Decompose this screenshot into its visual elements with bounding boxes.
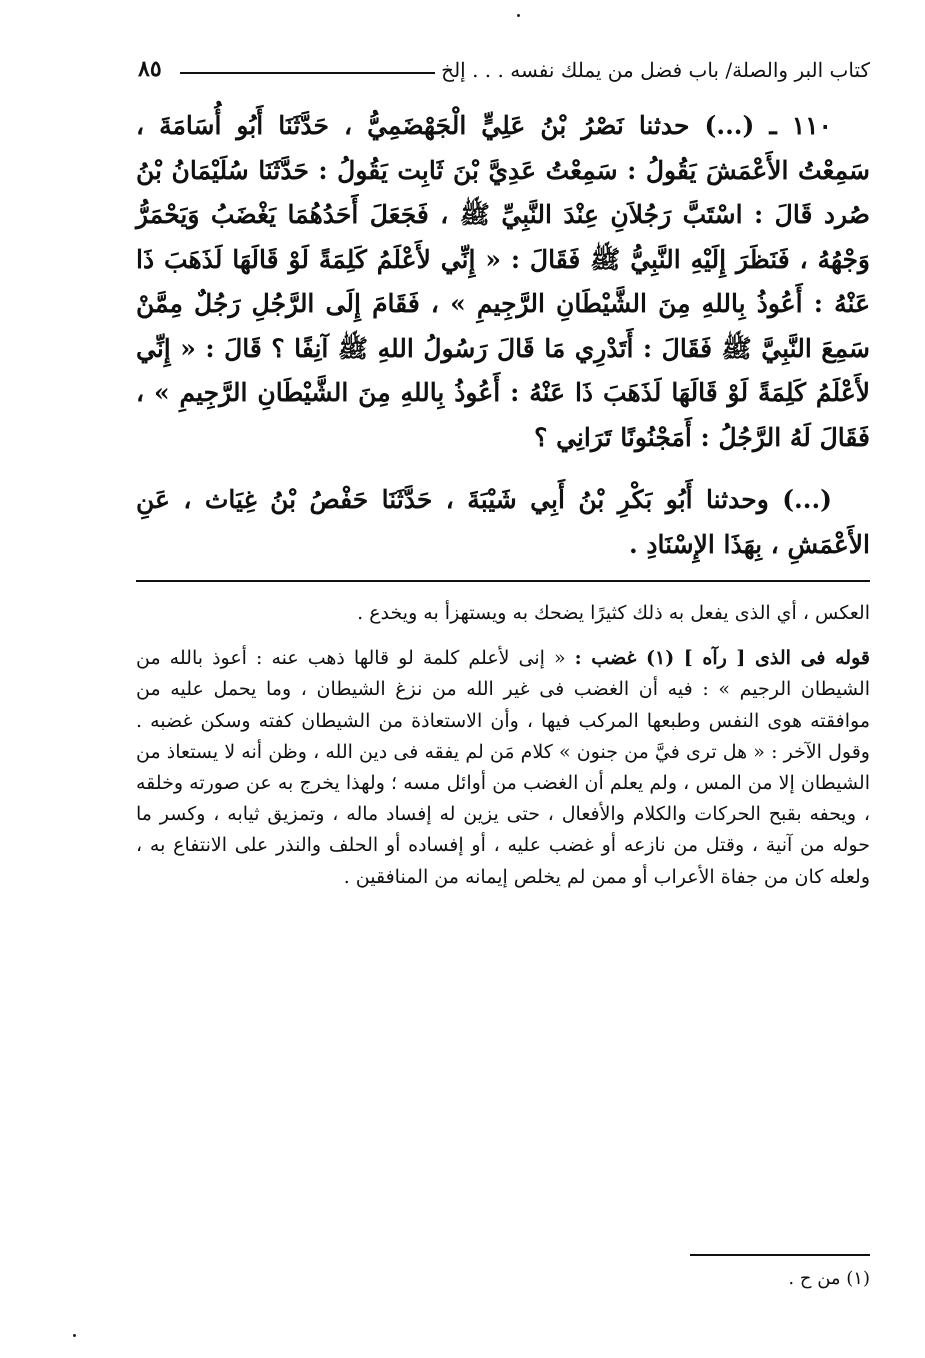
footnote: (١) من ح . xyxy=(788,1268,870,1289)
scan-speck xyxy=(73,1334,76,1337)
hadith-paragraph-chain: (...) وحدثنا أَبُو بَكْرِ بْنُ أَبِي شَيْبَةَ ، حَدَّثَنَا حَفْصُ بْنُ غِيَاث ، عَنِ الأَعْمَشِ ، بِهَذَا الإِسْنَادِ . xyxy=(136,485,870,559)
header-title: كتاب البر والصلة/ باب فضل من يملك نفسه . . . إلخ xyxy=(441,58,870,82)
commentary-paragraph xyxy=(136,643,870,893)
hadith-number: ١١٠ ـ xyxy=(769,111,832,140)
text-separator xyxy=(136,580,870,582)
scan-speck xyxy=(517,14,520,17)
commentary xyxy=(136,598,870,893)
page-number: ٨٥ xyxy=(138,56,162,82)
running-header xyxy=(138,54,870,88)
hadith-text xyxy=(136,104,870,567)
header-rule xyxy=(180,72,435,74)
footnote-rule xyxy=(690,1254,870,1256)
hadith-paragraph xyxy=(136,104,870,460)
commentary-line: العكس ، أي الذى يفعل به ذلك كثيرًا يضحك به ويستهزأ به ويخدع . xyxy=(357,602,870,624)
commentary-body: « إنى لأعلم كلمة لو قالها ذهب عنه : أعوذ بالله من الشيطان الرجيم » : فيه أن الغضب فى غير الله من نزغ الشيطان ، وما يحمل عليه من موافقته هوى النفس وطبعها المركب فيها ، وأن الاستعاذة من الشيطان كفته وسكن غضبه . وقول الآخر : « هل ترى فيَّ من جنون » كلام مَن لم يفقه فى دين الله ، وظن أنه لا يستعاذ من الشيطان إلا من المس ، ولم يعلم أن الغضب من أوائل مسه ؛ ولهذا يخرج به عن صورته وخلقه ، ويحفه بقبح الحركات والكلام والأفعال ، حتى يزين له إفساد ماله ، وتمزيق ثيابه ، وكسر ما حوله من آنية ، وقتل من نازعه أو غضب عليه ، أو إفساده أو الحلف والنذر على الانتفاع به ، ولعله كان من جفاة الأعراب أو ممن لم يخلص إيمانه من المنافقين . xyxy=(136,647,870,888)
commentary-lemma: قوله فى الذى [ رآه ] (١) غضب : xyxy=(574,647,870,670)
hadith-body: (...) حدثنا نَصْرُ بْنُ عَلِيٍّ الْجَهْضَمِيُّ ، حَدَّثَنَا أَبُو أُسَامَةَ ، سَمِعْتُ الأَعْمَشَ يَقُولُ : سَمِعْتُ عَدِيَّ بْنَ ثَابِت يَقُولُ : حَدَّثَنَا سُلَيْمَانُ بْنُ صُرد قَالَ : اسْتَبَّ رَجُلاَنِ عِنْدَ النَّبِيِّ ﷺ ، فَجَعَلَ أَحَدُهُمَا يَغْضَبُ وَيَحْمَرُّ وَجْهُهُ ، فَنَظَرَ إِلَيْهِ النَّبِيُّ ﷺ فَقَالَ : « إِنِّي لأَعْلَمُ كَلِمَةً لَوْ قَالَهَا لَذَهَبَ ذَا عَنْهُ : أَعُوذُ بِاللهِ مِنَ الشَّيْطَانِ الرَّجِيمِ » ، فَقَامَ إِلَى الرَّجُلِ رَجُلٌ مِمَّنْ سَمِعَ النَّبِيَّ ﷺ فَقَالَ : أَتَدْرِي مَا قَالَ رَسُولُ اللهِ ﷺ آنِفًا ؟ قَالَ : « إِنِّي لأَعْلَمُ كَلِمَةً لَوْ قَالَهَا لَذَهَبَ ذَا عَنْهُ : أَعُوذُ بِاللهِ مِنَ الشَّيْطَانِ الرَّجِيمِ » ، فَقَالَ لَهُ الرَّجُلُ : أَمَجْنُونًا تَرَانِي ؟ xyxy=(136,111,870,452)
